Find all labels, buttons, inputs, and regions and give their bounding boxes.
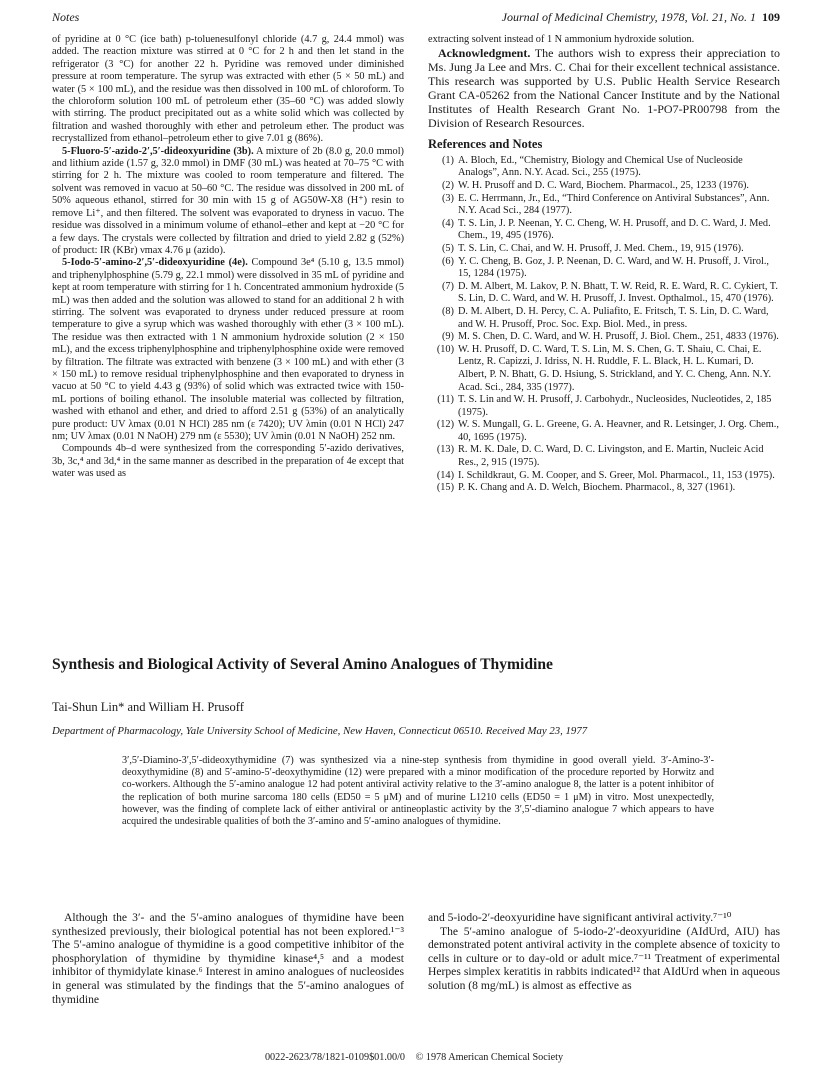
- body-right-column: [428, 911, 780, 993]
- reference-number: (5): [441, 242, 454, 254]
- reference-number: (9): [441, 331, 454, 343]
- paragraph-text: Compound 3e⁴ (5.10 g, 13.5 mmol) and triphenylphosphine (5.79 g, 22.1 mmol) were dissolved in 35 mL of pyridine and kept at room temperature with stirring for 1 h. Concentrated ammonium hydroxide (5 mL) was then added and the solution was allowed to stand for an additional 2 h with stirring. The solvent was evaporated to dryness under reduced pressure at room temperature to give a syrup which was washed thoroughly with ether (3 × 100 mL). The residue was then extracted with 1 N ammonium hydroxide solution (2 × 150 mL), and the excess triphenylphosphine and triphenylphosphine oxide were removed by filtration. The filtrate was extracted with benzene (3 × 100 mL) and with ether (3 × 150 mL) to remove residual triphenylphosphine and then evaporated to dryness in vacuo at 50 °C to yield 4.43 g (93%) of solid which was extracted twice with 150-mL portions of boiling ethanol. The insoluble material was collected by filtration, washed with ethanol and ether, and dried to afford 2.51 g (53%) of an analytically pure product: UV λmax (0.01 N HCl) 285 nm (ε 7420); UV λmin (0.01 N HCl) 247 nm; UV λmax (0.01 N NaOH) 279 nm (ε 5530); UV λmin (0.01 N NaOH) 252 nm.: [52, 257, 405, 442]
- reference-item: [428, 419, 780, 444]
- body-paragraph: The 5′-amino analogue of 5-iodo-2′-deoxyuridine (AIdUrd, AIU) has demonstrated potent antiviral activity in the complete absence of toxicity to cells in culture or to day-old or adult mice.⁷⁻¹¹ Treatment of experimental Herpes simplex keratitis in rabbits indicated¹² that AIdUrd when in aqueous solution (8 mg/mL) is almost as effective as: [428, 924, 780, 992]
- reference-text: W. S. Mungall, G. L. Greene, G. A. Heavner, and R. Letsinger, J. Org. Chem., 40, 1695 (1975).: [458, 419, 779, 443]
- references-heading: References and Notes: [428, 137, 543, 152]
- journal-citation: [502, 10, 780, 25]
- reference-text: P. K. Chang and A. D. Welch, Biochem. Pharmacol., 8, 327 (1961).: [458, 482, 736, 494]
- experimental-paragraph: [52, 257, 404, 443]
- left-column: [52, 34, 404, 481]
- experimental-paragraph: of pyridine at 0 °C (ice bath) p-toluenesulfonyl chloride (4.7 g, 24.4 mmol) was added. The reaction mixture was stirred at 0 °C for 2 h and then let stand in the refrigerator (3 °C) for another 22 h. Pyridine was removed under diminished pressure at room temperature. The syrup was extracted with ether (5 × 50 mL) and water (5 × 100 mL), and the residue was then dissolved in 100 mL of chloroform. To the chloroform solution 100 mL of petroleum ether (35–60 °C) was added slowly with stirring. The product precipitated out as a white solid which was collected by filtration and washed thoroughly with ether and petroleum ether. The product was recrystallized from ethanol–petroleum ether to give 7.01 g (86%).: [52, 34, 404, 145]
- reference-text: D. M. Albert, M. Lakov, P. N. Bhatt, T. W. Reid, R. E. Ward, R. C. Cykiert, T. S. Lin, D. C. Ward, and W. H. Prusoff, J. Invest. Opthalmol., 15, 470 (1976).: [458, 280, 778, 305]
- article-code: 0022-2623/78/1821-0109$01.00/0: [264, 1052, 406, 1063]
- reference-text: W. H. Prusoff, D. C. Ward, T. S. Lin, M. S. Chen, G. T. Shaiu, C. Chai, E. Lentz, R. Capizzi, J. Idriss, N. H. Ruddle, F. L. Black, H. L. Kumari, D. Albert, P. N. Bhatt, G. D. Hsiung, S. Strickland, and Y. C. Cheng, Ann. N.Y. Acad. Sci., 284, 335 (1977).: [458, 343, 772, 393]
- experimental-paragraph: Compounds 4b–d were synthesized from the corresponding 5′-azido derivatives, 3b, 3c,⁴ and 3d,⁴ in the same manner as described in the preparation of 4e except that water was used as: [52, 443, 404, 480]
- reference-number: (11): [437, 394, 454, 406]
- reference-number: (6): [441, 255, 454, 267]
- reference-item: [428, 482, 780, 495]
- body-paragraph: Although the 3′- and the 5′-amino analogues of thymidine have been synthesized previously, their biological potential has not been explored.¹⁻³ The 5′-amino analogue of thymidine is a good competitive inhibitor of the phosphorylation of thymidine by thymidine kinase⁴,⁵ and a modest inhibitor of thymidylate kinase.⁶ Interest in amino analogues of nucleosides in general was stimulated by the findings that the 5′-amino analogues of thymidine: [52, 911, 404, 1006]
- reference-number: (4): [441, 217, 454, 229]
- acknowledgment-text: The authors wish to express their appreciation to Ms. Jung Ja Lee and Mrs. C. Chai for their excellent technical assistance. This research was supported by U.S. Public Health Service Research Grant CA-05262 from the National Cancer Institute and by the National Institutes of Health Research Grant No. 1-PO7-PR00798 from the Division of Research Resources.: [428, 46, 780, 131]
- reference-item: [428, 344, 780, 394]
- reference-number: (13): [436, 444, 454, 456]
- article-title: Synthesis and Biological Activity of Several Amino Analogues of Thymidine: [52, 656, 553, 673]
- body-left-column: [52, 911, 404, 1006]
- abstract: 3′,5′-Diamino-3′,5′-dideoxythymidine (7) was synthesized via a nine-step synthesis from thymidine in good overall yield. 3′-Amino-3′-deoxythymidine (8) and 5′-amino-5′-deoxythymidine (12) were prepared with a minor modification of the procedure reported by Horwitz and co-workers. Although the 5′-amino analogue 12 had potent antiviral activity relative to the 3′-amino analogue 8, the latter is a potent inhibitor of the replication of both murine sarcoma 180 cells (ED50 = 5 μM) and of murine L1210 cells (ED50 = 1 μM) in vitro. Most unexpectedly, however, was the finding of complete lack of either antiviral or antineoplastic activity by the 3′,5′-diamino analogue 7 which appears to have acquired the undesirable qualities of both the 3′-amino and 5′-amino analogues of thymidine.: [122, 755, 714, 828]
- reference-item: [428, 218, 780, 243]
- authors: Tai-Shun Lin* and William H. Prusoff: [52, 700, 244, 714]
- body-paragraph: and 5-iodo-2′-deoxyuridine have significant antiviral activity.⁷⁻¹⁰: [428, 911, 732, 924]
- reference-text: Y. C. Cheng, B. Goz, J. P. Neenan, D. C. Ward, and W. H. Prusoff, J. Virol., 15, 1284 (1975).: [458, 255, 769, 280]
- reference-item: [428, 470, 780, 483]
- acknowledgment: [428, 46, 780, 130]
- reference-item: [428, 444, 780, 469]
- reference-text: E. C. Herrmann, Jr., Ed., “Third Conference on Antiviral Substances”, Ann. N.Y. Acad Sci., 284 (1977).: [458, 192, 770, 217]
- reference-item: [428, 193, 780, 218]
- reference-number: (12): [436, 419, 454, 431]
- reference-item: [428, 306, 780, 331]
- reference-item: [428, 243, 780, 256]
- copyright: © 1978 American Chemical Society: [415, 1052, 564, 1063]
- reference-text: T. S. Lin and W. H. Prusoff, J. Carbohydr., Nucleosides, Nucleotides, 2, 185 (1975).: [458, 394, 772, 418]
- journal-name: Journal of Medicinal Chemistry, 1978, Vol. 21, No. 1: [501, 10, 756, 24]
- continued-paragraph: extracting solvent instead of 1 N ammonium hydroxide solution.: [428, 34, 695, 45]
- reference-item: [428, 331, 780, 344]
- reference-text: T. S. Lin, C. Chai, and W. H. Prusoff, J. Med. Chem., 19, 915 (1976).: [458, 242, 744, 254]
- reference-item: [428, 394, 780, 419]
- paragraph-text: A mixture of 2b (8.0 g, 20.0 mmol) and lithium azide (1.57 g, 32.0 mmol) in DMF (30 mL) was heated at 70–75 °C with stirring for 2 h. The mixture was cooled to room temperature and filtered. The solvent was removed in vacuo at 50–60 °C. The residue was dissolved in 200 mL of 50% aqueous ethanol, stirred for 30 min with 15 g of AG50W-X8 (H⁺) resin to remove Li⁺, and then filtered. The solvent was evaporated to dryness in vacuo. The residue was dissolved in a minimum volume of ethanol–ether and kept at −20 °C for a few days. The crystals were collected by filtration and dried to yield 2.82 g (52%) of product: IR (KBr) νmax 4.76 μ (azido).: [52, 145, 404, 256]
- right-column: [428, 34, 780, 495]
- page-number: 109: [762, 10, 780, 24]
- reference-item: [428, 256, 780, 281]
- reference-number: (14): [436, 469, 454, 481]
- reference-number: (7): [441, 280, 454, 292]
- page-footer: [0, 1052, 828, 1063]
- reference-text: A. Bloch, Ed., “Chemistry, Biology and Chemical Use of Nucleoside Analogs”, Ann. N.Y. Acad. Sci., 255 (1975).: [458, 154, 743, 179]
- reference-number: (3): [441, 192, 454, 204]
- reference-item: [428, 155, 780, 180]
- reference-text: T. S. Lin, J. P. Neenan, Y. C. Cheng, W. H. Prusoff, and D. C. Ward, J. Med. Chem., 19, 495 (1976).: [458, 217, 771, 242]
- running-header: [52, 10, 780, 26]
- compound-heading: 5-Iodo-5′-amino-2′,5′-dideoxyuridine (4e).: [62, 257, 248, 269]
- reference-number: (2): [441, 180, 454, 191]
- reference-text: W. H. Prusoff and D. C. Ward, Biochem. Pharmacol., 25, 1233 (1976).: [458, 180, 749, 191]
- reference-item: [428, 281, 780, 306]
- affiliation: Department of Pharmacology, Yale University School of Medicine, New Haven, Connecticut 06510. Received May 23, 1977: [52, 725, 588, 737]
- reference-text: M. S. Chen, D. C. Ward, and W. H. Prusoff, J. Biol. Chem., 251, 4833 (1976).: [458, 331, 779, 343]
- reference-number: (1): [441, 154, 454, 166]
- experimental-paragraph: [52, 146, 404, 258]
- acknowledgment-title: Acknowledgment.: [438, 46, 531, 61]
- reference-text: D. M. Albert, D. H. Percy, C. A. Puliafito, E. Fritsch, T. S. Lin, D. C. Ward, and W. H. Prusoff, Proc. Soc. Exp. Biol. Med., in press.: [458, 305, 769, 330]
- reference-list: [428, 155, 780, 495]
- reference-number: (15): [436, 482, 454, 494]
- reference-text: I. Schildkraut, G. M. Cooper, and S. Greer, Mol. Pharmacol., 11, 153 (1975).: [458, 469, 775, 481]
- reference-number: (10): [436, 343, 454, 355]
- reference-text: R. M. K. Dale, D. C. Ward, D. C. Livingston, and E. Martin, Nucleic Acid Res., 2, 915 (1975).: [458, 444, 764, 469]
- section-label: Notes: [52, 10, 80, 24]
- reference-number: (8): [441, 305, 454, 317]
- compound-heading: 5-Fluoro-5′-azido-2′,5′-dideoxyuridine (3b).: [62, 145, 254, 157]
- reference-item: [428, 180, 780, 193]
